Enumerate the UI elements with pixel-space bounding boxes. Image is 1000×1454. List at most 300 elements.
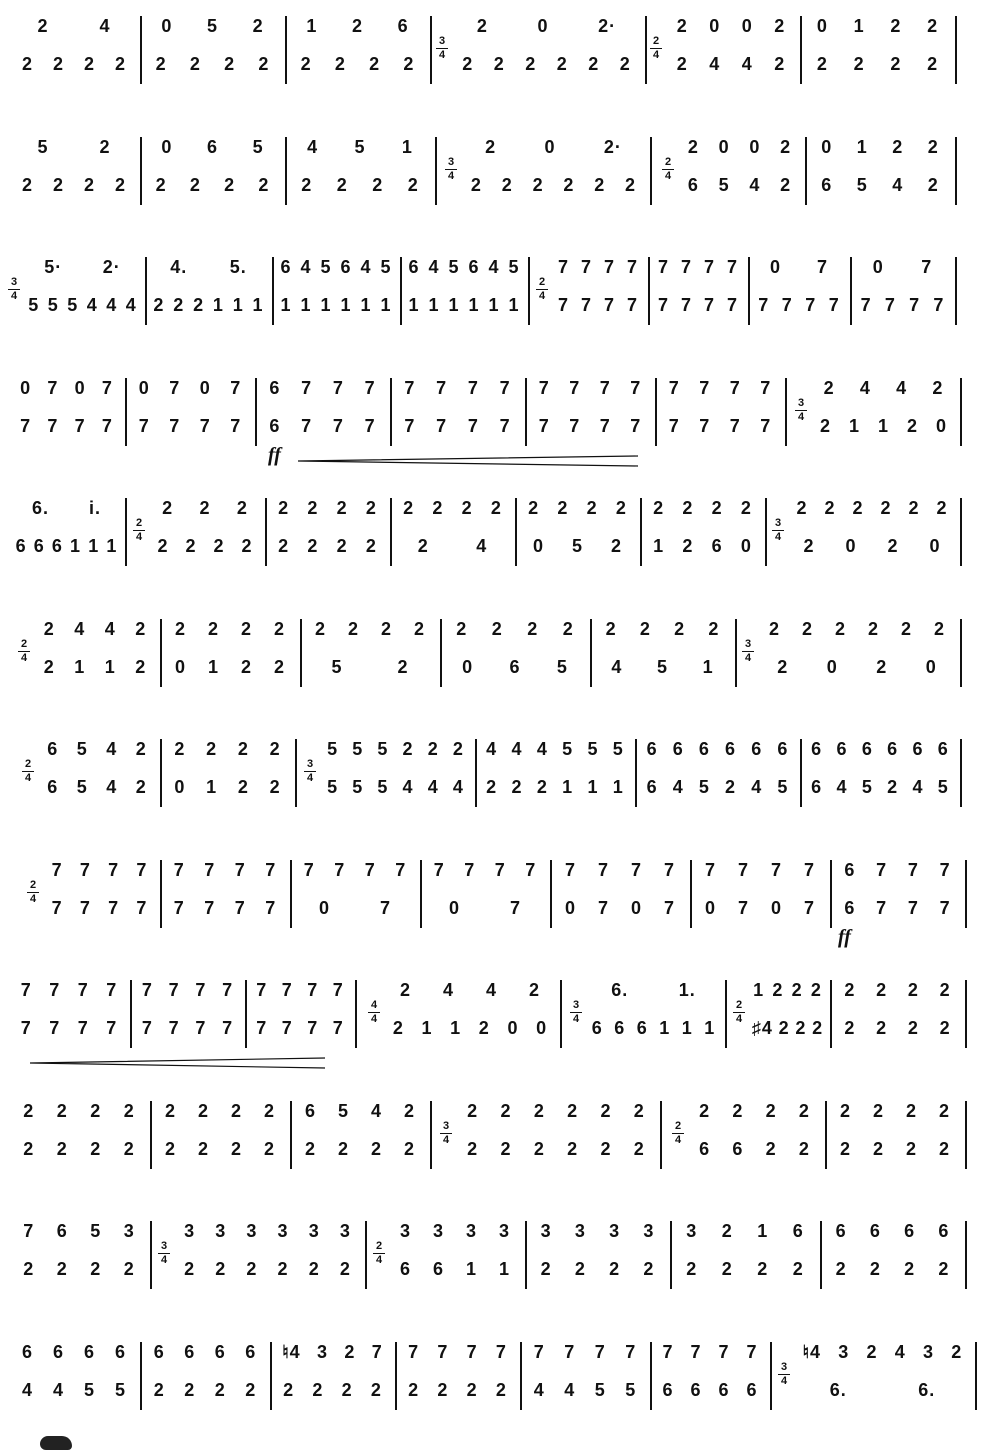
- lower-voice: [289, 175, 431, 196]
- lower-voice: [294, 898, 416, 919]
- note: 6: [21, 1341, 33, 1362]
- note: 7: [301, 377, 313, 398]
- lower-voice: [666, 54, 796, 75]
- measure: [829, 1095, 961, 1195]
- note: 1: [421, 1018, 433, 1038]
- note: 2: [437, 1379, 449, 1400]
- note: 2: [478, 1018, 490, 1038]
- note: 7: [108, 897, 120, 918]
- note: 6: [718, 1379, 730, 1400]
- note: 7: [525, 859, 537, 880]
- note: 2: [52, 54, 64, 74]
- note: 6: [399, 1259, 411, 1279]
- upper-voice: [829, 1101, 961, 1122]
- note: 2: [594, 174, 606, 195]
- note: 2: [307, 536, 319, 556]
- time-signature-numerator: 3: [744, 637, 752, 650]
- note: 2: [493, 54, 505, 74]
- lower-voice: [269, 536, 386, 557]
- time-signature-numerator: 3: [306, 758, 314, 770]
- note: 2: [772, 980, 784, 1000]
- lower-voice: [674, 1259, 816, 1280]
- note: 5: [114, 1379, 126, 1400]
- note: 6: [340, 257, 352, 277]
- note: 7: [499, 377, 511, 398]
- note: 2: [307, 498, 319, 518]
- note: 1: [465, 1259, 477, 1279]
- upper-voice: [788, 498, 956, 519]
- note: 0: [630, 897, 642, 918]
- note: 2: [536, 777, 548, 797]
- note: 6: [636, 1018, 648, 1038]
- note: 1: [206, 777, 218, 797]
- score-system: [0, 251, 1000, 351]
- note: 6: [269, 415, 281, 436]
- barline: [528, 257, 530, 325]
- note: 2: [56, 1100, 68, 1121]
- note: 2: [314, 618, 326, 639]
- note: 6: [912, 739, 924, 759]
- note: 5: [28, 295, 40, 315]
- note: 2: [798, 1100, 810, 1121]
- note: 2: [732, 1100, 744, 1121]
- note: 7: [699, 415, 711, 436]
- lower-voice: [552, 295, 644, 316]
- note: 6: [153, 1341, 165, 1362]
- barline: [805, 137, 807, 205]
- note: 5: [777, 777, 789, 797]
- note: 2: [336, 498, 348, 518]
- note: 2: [844, 980, 856, 1000]
- upper-voice: [174, 1221, 361, 1242]
- time-signature-numerator: 3: [774, 517, 782, 529]
- barline: [475, 739, 477, 807]
- lower-voice: [804, 777, 956, 798]
- measure: [38, 733, 156, 833]
- note: 1: [498, 1259, 510, 1279]
- time-signature-numerator: 3: [797, 396, 805, 409]
- note: 4: [564, 1379, 576, 1400]
- note: 0: [925, 656, 937, 677]
- note: 7: [234, 897, 246, 918]
- lower-voice: [794, 1380, 971, 1401]
- note: 6.: [918, 1379, 936, 1400]
- note: 1: [280, 295, 292, 315]
- note: 2: [839, 1100, 851, 1121]
- note: 5: [327, 739, 339, 759]
- barline: [130, 980, 132, 1048]
- note: 6: [245, 1341, 257, 1362]
- measure: [304, 613, 436, 713]
- time-signature: [368, 1000, 380, 1025]
- lower-voice: [12, 416, 121, 437]
- time-signature-denominator: 4: [24, 772, 32, 784]
- measure: [269, 492, 386, 592]
- note: 1: [207, 656, 219, 677]
- note: 7: [464, 859, 476, 880]
- note: 6: [732, 1138, 744, 1159]
- note: 2: [905, 1100, 917, 1121]
- note: 2: [528, 498, 540, 518]
- note: 2: [803, 536, 815, 556]
- note: 7: [20, 1018, 32, 1038]
- measure: [34, 613, 156, 713]
- measure: [804, 10, 951, 110]
- time-signature-numerator: 2: [664, 155, 672, 168]
- barline: [290, 1101, 292, 1169]
- note: 7: [404, 377, 416, 398]
- note: 2: [725, 777, 737, 797]
- measure: [749, 974, 826, 1074]
- time-signature-denominator: 4: [10, 290, 18, 302]
- note: 3: [686, 1221, 698, 1241]
- note: 2: [153, 295, 165, 315]
- note: 0: [704, 897, 716, 918]
- note: 1: [704, 1018, 716, 1038]
- barline: [390, 378, 392, 446]
- note: 7: [699, 377, 711, 398]
- measure: [752, 251, 846, 351]
- note: 4: [709, 54, 721, 74]
- note: 2: [686, 1259, 698, 1279]
- note: 2: [135, 618, 147, 639]
- barline: [160, 860, 162, 928]
- note: 7: [538, 415, 550, 436]
- note: 7: [106, 980, 118, 1000]
- note: 2: [277, 1259, 289, 1279]
- barline: [690, 860, 692, 928]
- note: 7: [816, 257, 828, 277]
- note: 6: [432, 1259, 444, 1279]
- lower-voice: [524, 1380, 646, 1401]
- note: 4: [74, 618, 86, 639]
- note: 2: [605, 618, 617, 639]
- note: 6: [269, 377, 281, 398]
- measure: [824, 1215, 961, 1315]
- note: 0: [741, 16, 753, 36]
- note: 6: [214, 1341, 226, 1362]
- note: 2: [237, 739, 249, 759]
- note: 2: [810, 980, 822, 1000]
- note: 0: [507, 1018, 519, 1038]
- note: 2: [801, 618, 813, 639]
- note: 4.: [170, 257, 188, 277]
- lower-voice: [394, 536, 511, 557]
- upper-voice: [12, 137, 136, 158]
- lower-voice: [829, 1139, 961, 1160]
- lower-voice: [274, 1380, 391, 1401]
- note: 2: [527, 618, 539, 639]
- time-signature: [373, 1241, 385, 1266]
- note: 1: [88, 536, 100, 556]
- note: 7: [265, 897, 277, 918]
- note: 2: [780, 174, 792, 195]
- note: 0: [138, 377, 150, 398]
- time-signature-denominator: 4: [438, 49, 446, 61]
- note: 2: [615, 498, 627, 518]
- note: 2: [56, 1138, 68, 1159]
- note: 7: [195, 1018, 207, 1038]
- note: 2: [938, 1259, 950, 1279]
- barline: [390, 498, 392, 566]
- barline: [525, 378, 527, 446]
- measure: [524, 1336, 646, 1436]
- note: 2: [476, 16, 488, 36]
- upper-voice: [688, 1101, 821, 1122]
- note: 7: [265, 859, 277, 880]
- note: 6: [725, 739, 737, 759]
- note: 3: [215, 1221, 227, 1241]
- note: 7: [199, 415, 211, 436]
- upper-voice: [524, 1342, 646, 1363]
- note: 7: [168, 980, 180, 1000]
- note: 6: [33, 536, 45, 556]
- measure: [394, 492, 511, 592]
- barline: [850, 257, 852, 325]
- note: 5: [327, 777, 339, 797]
- note: 7: [141, 980, 153, 1000]
- note: 7: [494, 859, 506, 880]
- note: 0: [872, 257, 884, 277]
- note: 2: [588, 54, 600, 74]
- note: 7: [726, 295, 738, 315]
- note: 2: [365, 536, 377, 556]
- note: 7: [781, 295, 793, 315]
- barline: [765, 498, 767, 566]
- note: 5: [83, 1379, 95, 1400]
- note: 6: [699, 1138, 711, 1159]
- upper-voice: [149, 498, 261, 519]
- note: 2: [574, 1259, 586, 1279]
- note: 2: [185, 536, 197, 556]
- note: 5: [354, 136, 366, 157]
- upper-voice: [12, 980, 126, 1001]
- note: 2: [174, 739, 186, 759]
- note: 6: [687, 174, 699, 195]
- note: 2: [258, 174, 270, 195]
- note: 2: [347, 618, 359, 639]
- note: 2: [532, 174, 544, 195]
- note: 2: [839, 1138, 851, 1159]
- note: 2: [304, 1138, 316, 1159]
- note: ♮4: [802, 1341, 822, 1362]
- time-signature-denominator: 4: [447, 169, 455, 182]
- measure: [320, 733, 471, 833]
- time-signature-numerator: 3: [447, 155, 455, 168]
- note: 2: [927, 174, 939, 195]
- note: 7: [433, 859, 445, 880]
- note: 7: [101, 377, 113, 398]
- measure: [811, 372, 956, 472]
- note: 4: [896, 377, 908, 398]
- note: 6: [711, 536, 723, 556]
- note: 2: [402, 739, 414, 759]
- upper-voice: [149, 257, 268, 278]
- upper-voice: [12, 1221, 146, 1242]
- note: 7: [307, 1018, 319, 1038]
- note: 7: [136, 859, 148, 880]
- note: 7: [51, 897, 63, 918]
- upper-voice: [12, 16, 136, 37]
- lower-voice: [479, 777, 631, 798]
- upper-voice: [134, 980, 241, 1001]
- note: 2: [173, 295, 185, 315]
- score-system: [0, 1215, 1000, 1315]
- barline: [955, 137, 957, 205]
- time-signature-numerator: 3: [442, 1119, 450, 1132]
- upper-voice: [399, 1342, 516, 1363]
- note: 7: [334, 859, 346, 880]
- time-signature-numerator: 2: [135, 517, 143, 529]
- note: 5: [90, 1221, 102, 1241]
- note: 7: [234, 859, 246, 880]
- note: 6: [47, 739, 59, 759]
- note: 2: [189, 54, 201, 74]
- barline: [255, 378, 257, 446]
- note: 2: [869, 1259, 881, 1279]
- time-signature: [133, 518, 145, 543]
- note: 7: [668, 377, 680, 398]
- note: 1: [488, 295, 500, 315]
- lower-voice: [149, 536, 261, 557]
- note: 0: [161, 16, 173, 36]
- note: 2: [711, 498, 723, 518]
- score-system: [0, 1095, 1000, 1195]
- barline: [660, 1101, 662, 1169]
- measure: [456, 1095, 656, 1195]
- barline: [955, 16, 957, 84]
- lower-voice: [164, 657, 296, 678]
- note: 4: [428, 257, 440, 277]
- note: 7: [23, 1221, 35, 1241]
- lower-voice: [394, 416, 521, 437]
- measure: [479, 733, 631, 833]
- note: 6: [15, 536, 27, 556]
- note: 2: [157, 536, 169, 556]
- note: 7: [538, 377, 550, 398]
- note: 4: [536, 739, 548, 759]
- lower-voice: [249, 1018, 351, 1039]
- measure: [758, 613, 956, 713]
- note: 2: [938, 1138, 950, 1159]
- note: 4: [672, 777, 684, 797]
- note: 7: [51, 859, 63, 880]
- note: 2: [778, 1018, 790, 1038]
- note: 2: [765, 1138, 777, 1159]
- time-signature-numerator: 2: [24, 758, 32, 770]
- note: 0: [448, 897, 460, 918]
- upper-voice: [164, 619, 296, 640]
- barline: [648, 257, 650, 325]
- upper-voice: [804, 16, 951, 37]
- note: 2: [197, 1138, 209, 1159]
- note: 6: [280, 257, 292, 277]
- measure: [461, 131, 646, 231]
- note: 3: [498, 1221, 510, 1241]
- measure: [404, 251, 524, 351]
- time-signature-denominator: 4: [538, 290, 546, 302]
- note: 7: [77, 980, 89, 1000]
- note: 6: [591, 1018, 603, 1038]
- note: 4: [741, 54, 753, 74]
- note: 2: [563, 174, 575, 195]
- note: 6: [304, 1100, 316, 1121]
- note: 2: [887, 536, 899, 556]
- note: 2: [740, 498, 752, 518]
- note: 6: [56, 1221, 68, 1241]
- note: 2: [610, 536, 622, 556]
- note: 2: [197, 1100, 209, 1121]
- barline: [515, 498, 517, 566]
- note: 0: [462, 656, 474, 677]
- note: 2: [501, 174, 513, 195]
- measure: [24, 251, 141, 351]
- note: 2: [721, 1221, 733, 1241]
- lower-voice: [758, 657, 956, 678]
- note: 2: [407, 174, 419, 195]
- note: 7: [703, 257, 715, 277]
- time-signature-numerator: 2: [674, 1119, 682, 1132]
- note: 2: [528, 980, 540, 1000]
- upper-voice: [461, 137, 646, 158]
- note: 2: [653, 498, 665, 518]
- note: 7: [173, 859, 185, 880]
- barline: [400, 257, 402, 325]
- note: 5: [448, 257, 460, 277]
- note: 2: [23, 1138, 35, 1159]
- note: 5: [352, 777, 364, 797]
- barline: [645, 16, 647, 84]
- dynamic-marking: ff: [838, 925, 851, 948]
- time-signature-numerator: 2: [375, 1240, 383, 1252]
- note: 2: [344, 1341, 356, 1362]
- note: 7: [564, 1341, 576, 1362]
- upper-voice: [749, 980, 826, 1001]
- time-signature: [304, 759, 316, 784]
- lower-voice: [289, 54, 426, 75]
- note: 2: [682, 536, 694, 556]
- upper-voice: [594, 619, 731, 640]
- note: 5: [718, 174, 730, 195]
- measure: [399, 1336, 516, 1436]
- measure: [12, 1095, 146, 1195]
- note: 1: [360, 295, 372, 315]
- time-signature-numerator: 2: [652, 35, 660, 47]
- upper-voice: [424, 860, 546, 881]
- measure: [529, 1215, 666, 1315]
- note: 7: [726, 257, 738, 277]
- lower-voice: [652, 295, 744, 316]
- barline: [800, 16, 802, 84]
- note: 2: [123, 1138, 135, 1159]
- note: 7: [770, 859, 782, 880]
- note: 0: [816, 16, 828, 36]
- note: 2: [403, 1138, 415, 1159]
- note: 2: [432, 498, 444, 518]
- note: 7: [876, 897, 888, 918]
- note: 2: [876, 656, 888, 677]
- score-system: [0, 733, 1000, 833]
- note: 1: [408, 295, 420, 315]
- note: 3: [308, 1221, 320, 1241]
- lower-voice: [752, 295, 846, 316]
- note: 7: [597, 897, 609, 918]
- note: 7: [737, 897, 749, 918]
- note: 2: [485, 136, 497, 157]
- measure: [804, 733, 956, 833]
- note: 6: [861, 739, 873, 759]
- note: 1: [659, 1018, 671, 1038]
